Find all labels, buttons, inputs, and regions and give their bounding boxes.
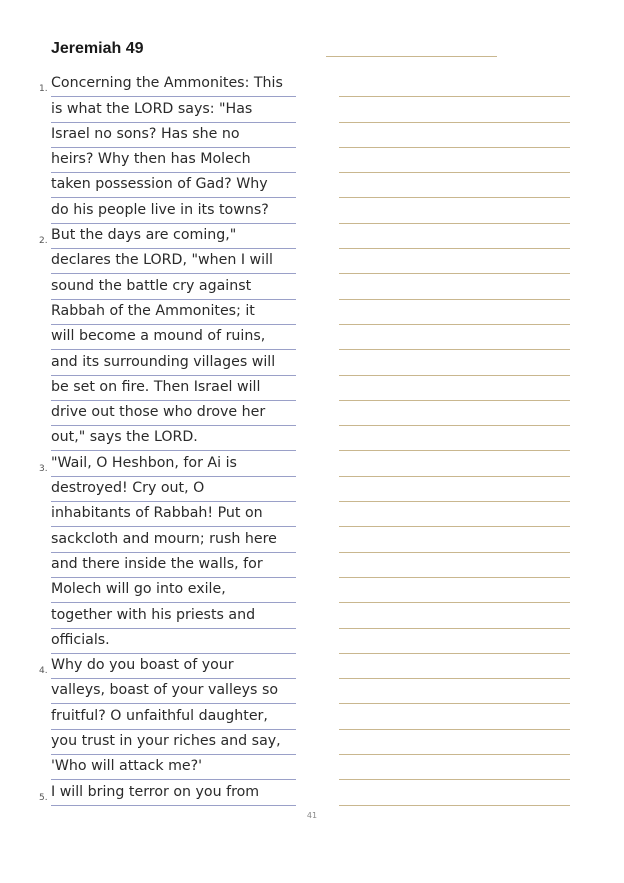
writing-line[interactable] xyxy=(339,629,570,654)
scripture-text: 'Who will attack me?' xyxy=(51,754,296,780)
scripture-text: and there inside the walls, for xyxy=(51,552,296,578)
scripture-text: Rabbah of the Ammonites; it xyxy=(51,299,296,325)
title-writing-line xyxy=(326,56,497,57)
scripture-line xyxy=(39,300,296,325)
scripture-text: Molech will go into exile, xyxy=(51,577,296,603)
scripture-line xyxy=(39,553,296,578)
writing-line[interactable] xyxy=(339,72,570,97)
writing-line[interactable] xyxy=(339,704,570,729)
verse-number: 4. xyxy=(39,666,48,677)
scripture-line xyxy=(39,173,296,198)
scripture-text: heirs? Why then has Molech xyxy=(51,147,296,173)
scripture-text: is what the LORD says: "Has xyxy=(51,97,296,123)
scripture-text: fruitful? O unfaithful daughter, xyxy=(51,704,296,730)
writing-line[interactable] xyxy=(339,325,570,350)
scripture-line xyxy=(39,274,296,299)
scripture-line xyxy=(39,654,296,679)
scripture-line xyxy=(39,629,296,654)
writing-line[interactable] xyxy=(339,578,570,603)
verse-number: 3. xyxy=(39,463,48,474)
scripture-line xyxy=(39,477,296,502)
scripture-line xyxy=(39,97,296,122)
scripture-text: out," says the LORD. xyxy=(51,425,296,451)
page-number: 41 xyxy=(306,811,318,820)
scripture-line xyxy=(39,224,296,249)
scripture-text: drive out those who drove her xyxy=(51,400,296,426)
verse-number: 5. xyxy=(39,792,48,803)
scripture-line xyxy=(39,198,296,223)
writing-line[interactable] xyxy=(339,603,570,628)
scripture-line xyxy=(39,603,296,628)
scripture-line xyxy=(39,249,296,274)
scripture-text: together with his priests and xyxy=(51,603,296,629)
writing-line[interactable] xyxy=(339,198,570,223)
scripture-line xyxy=(39,148,296,173)
scripture-line xyxy=(39,527,296,552)
scripture-line xyxy=(39,376,296,401)
scripture-line xyxy=(39,679,296,704)
scripture-text: declares the LORD, "when I will xyxy=(51,248,296,274)
scripture-text: sound the battle cry against xyxy=(51,274,296,300)
scripture-line xyxy=(39,72,296,97)
writing-column xyxy=(339,72,570,806)
scripture-line xyxy=(39,780,296,805)
scripture-text: taken possession of Gad? Why xyxy=(51,172,296,198)
scripture-text: be set on fire. Then Israel will xyxy=(51,375,296,401)
scripture-line xyxy=(39,730,296,755)
scripture-column xyxy=(39,72,296,806)
scripture-text: Concerning the Ammonites: This xyxy=(51,71,296,97)
writing-line[interactable] xyxy=(339,730,570,755)
scripture-line xyxy=(39,325,296,350)
page-title: Jeremiah 49 xyxy=(51,40,144,57)
scripture-text: destroyed! Cry out, O xyxy=(51,476,296,502)
scripture-text: will become a mound of ruins, xyxy=(51,324,296,350)
scripture-text: officials. xyxy=(51,628,296,654)
writing-line[interactable] xyxy=(339,123,570,148)
scripture-text: Israel no sons? Has she no xyxy=(51,122,296,148)
writing-line[interactable] xyxy=(339,426,570,451)
writing-line[interactable] xyxy=(339,224,570,249)
scripture-text: But the days are coming," xyxy=(51,223,296,249)
scripture-text: I will bring terror on you from xyxy=(51,780,296,806)
writing-line[interactable] xyxy=(339,527,570,552)
writing-line[interactable] xyxy=(339,148,570,173)
writing-line[interactable] xyxy=(339,654,570,679)
writing-line[interactable] xyxy=(339,249,570,274)
verse-number: 2. xyxy=(39,236,48,247)
scripture-text: and its surrounding villages will xyxy=(51,350,296,376)
writing-line[interactable] xyxy=(339,679,570,704)
writing-line[interactable] xyxy=(339,755,570,780)
scripture-line xyxy=(39,350,296,375)
verse-number: 1. xyxy=(39,84,48,95)
writing-line[interactable] xyxy=(339,780,570,805)
writing-line[interactable] xyxy=(339,502,570,527)
writing-line[interactable] xyxy=(339,451,570,476)
writing-line[interactable] xyxy=(339,350,570,375)
writing-line[interactable] xyxy=(339,300,570,325)
scripture-text: Why do you boast of your xyxy=(51,653,296,679)
scripture-line xyxy=(39,578,296,603)
scripture-line xyxy=(39,451,296,476)
writing-line[interactable] xyxy=(339,97,570,122)
scripture-text: do his people live in its towns? xyxy=(51,198,296,224)
writing-line[interactable] xyxy=(339,401,570,426)
writing-line[interactable] xyxy=(339,376,570,401)
scripture-text: valleys, boast of your valleys so xyxy=(51,678,296,704)
scripture-text: sackcloth and mourn; rush here xyxy=(51,527,296,553)
writing-line[interactable] xyxy=(339,553,570,578)
scripture-text: you trust in your riches and say, xyxy=(51,729,296,755)
scripture-text: inhabitants of Rabbah! Put on xyxy=(51,501,296,527)
scripture-text: "Wail, O Heshbon, for Ai is xyxy=(51,451,296,477)
scripture-line xyxy=(39,704,296,729)
writing-line[interactable] xyxy=(339,274,570,299)
writing-line[interactable] xyxy=(339,477,570,502)
scripture-line xyxy=(39,401,296,426)
scripture-line xyxy=(39,502,296,527)
scripture-line xyxy=(39,426,296,451)
scripture-line xyxy=(39,123,296,148)
writing-line[interactable] xyxy=(339,173,570,198)
scripture-line xyxy=(39,755,296,780)
